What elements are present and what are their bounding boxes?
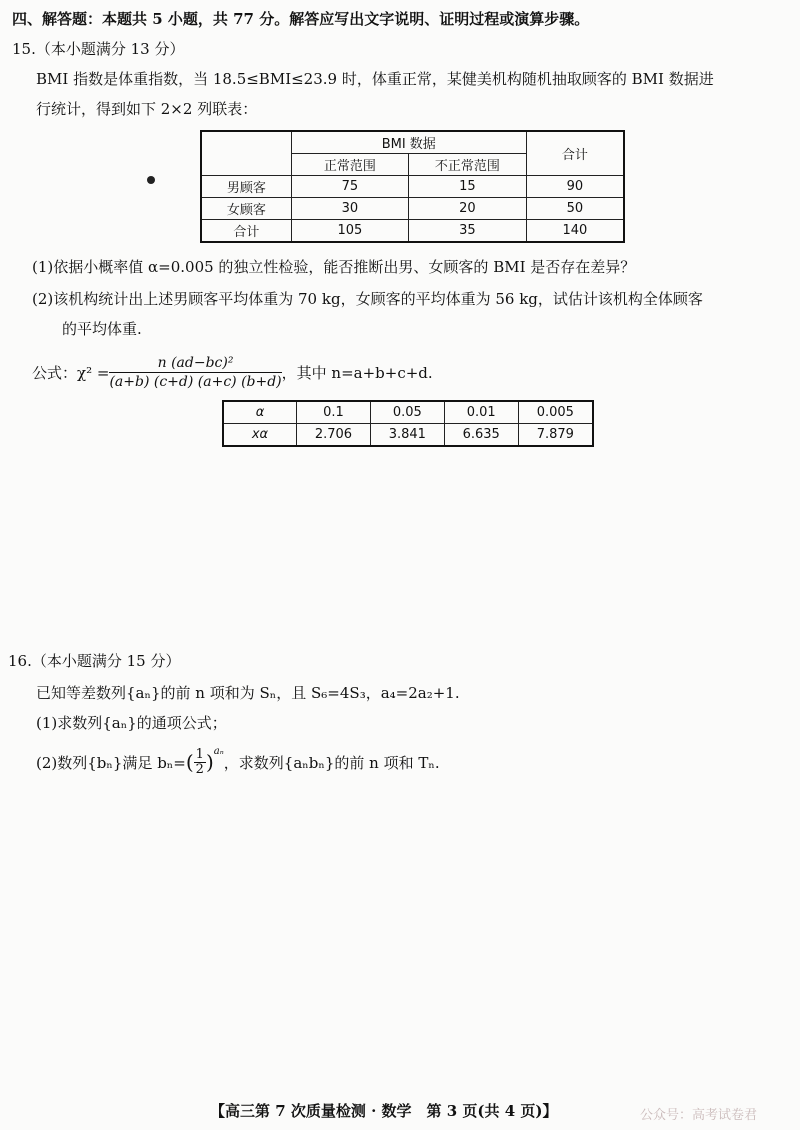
alpha-label: α [223,401,297,424]
half-fraction [194,748,206,777]
table-col-total-header: 合计 [526,131,624,176]
formula-numerator: n (ad−bc)² [109,355,281,373]
table-row [223,424,593,447]
alpha-value: 0.005 [518,401,593,424]
critical-value: 3.841 [370,424,444,447]
contingency-table [200,130,625,243]
cell-abnormal: 15 [409,176,527,198]
cell-total: 140 [526,220,624,243]
q15-intro-line1: BMI 指数是体重指数，当 18.5≤BMI≤23.9 时，体重正常，某健美机构随机抽取顾客的 BMI 数据进 [36,70,714,88]
alpha-value: 0.01 [444,401,518,424]
q16-header: 16.（本小题满分 15 分） [8,652,181,670]
critical-value: 7.879 [518,424,593,447]
table-col-abnormal-header: 不正常范围 [409,154,527,176]
q15-intro-line2: 行统计，得到如下 2×2 列联表： [36,100,258,118]
formula-fraction [109,355,281,390]
q15-header: 15.（本小题满分 13 分） [12,40,185,58]
q16-part2-suffix: ，求数列{aₙbₙ}的前 n 项和 Tₙ. [223,753,440,772]
row-label: 女顾客 [201,198,291,220]
formula-suffix: ，其中 n=a+b+c+d. [281,363,433,382]
cell-total: 50 [526,198,624,220]
critical-value: 2.706 [297,424,371,447]
critical-value-table [222,400,594,447]
q15-part1: (1)依据小概率值 α=0.005 的独立性检验，能否推断出男、女顾客的 BMI 是否存在差异？ [32,258,636,276]
exponent: aₙ [213,746,224,757]
cell-abnormal: 20 [409,198,527,220]
cell-abnormal: 35 [409,220,527,243]
table-row [201,176,624,198]
table-row [201,220,624,243]
q15-part2-line1: (2)该机构统计出上述男顾客平均体重为 70 kg，女顾客的平均体重为 56 kg，试估计该机构全体顾客 [32,290,703,308]
x-alpha-label: xα [223,424,297,447]
q16-intro: 已知等差数列{aₙ}的前 n 项和为 Sₙ，且 S₆=4S₃，a₄=2a₂+1. [36,684,460,702]
open-paren: ( [185,750,194,774]
q16-part2-prefix: (2)数列{bₙ}满足 bₙ= [36,753,186,772]
stray-dot-mark [147,176,155,184]
table-col-normal-header: 正常范围 [291,154,408,176]
table-row [201,198,624,220]
fraction-numerator: 1 [195,746,204,762]
section-heading: 四、解答题：本题共 5 小题，共 77 分。解答应写出文字说明、证明过程或演算步骤。 [12,10,590,28]
formula-prefix: 公式：χ² = [32,363,110,382]
cell-normal: 105 [291,220,408,243]
cell-total: 90 [526,176,624,198]
q16-part2 [36,742,440,782]
q16-part1: (1)求数列{aₙ}的通项公式； [36,714,227,732]
table-row [223,401,593,424]
alpha-value: 0.1 [297,401,371,424]
q15-part2-line2: 的平均体重. [62,320,142,338]
page-footer: 【高三第 7 次质量检测 · 数学 第 3 页(共 4 页)】 [210,1102,558,1120]
table-group-header: BMI 数据 [291,131,526,154]
row-label: 男顾客 [201,176,291,198]
critical-value: 6.635 [444,424,518,447]
formula-denominator: (a+b) (c+d) (a+c) (b+d) [109,373,282,390]
alpha-value: 0.05 [370,401,444,424]
row-label: 合计 [201,220,291,243]
cell-normal: 75 [291,176,408,198]
fraction-denominator: 2 [195,761,204,777]
table-corner-cell [201,131,291,176]
watermark: 公众号：高考试卷君 [640,1108,758,1123]
chi-square-formula [32,352,433,392]
cell-normal: 30 [291,198,408,220]
close-paren: ) [205,750,214,774]
